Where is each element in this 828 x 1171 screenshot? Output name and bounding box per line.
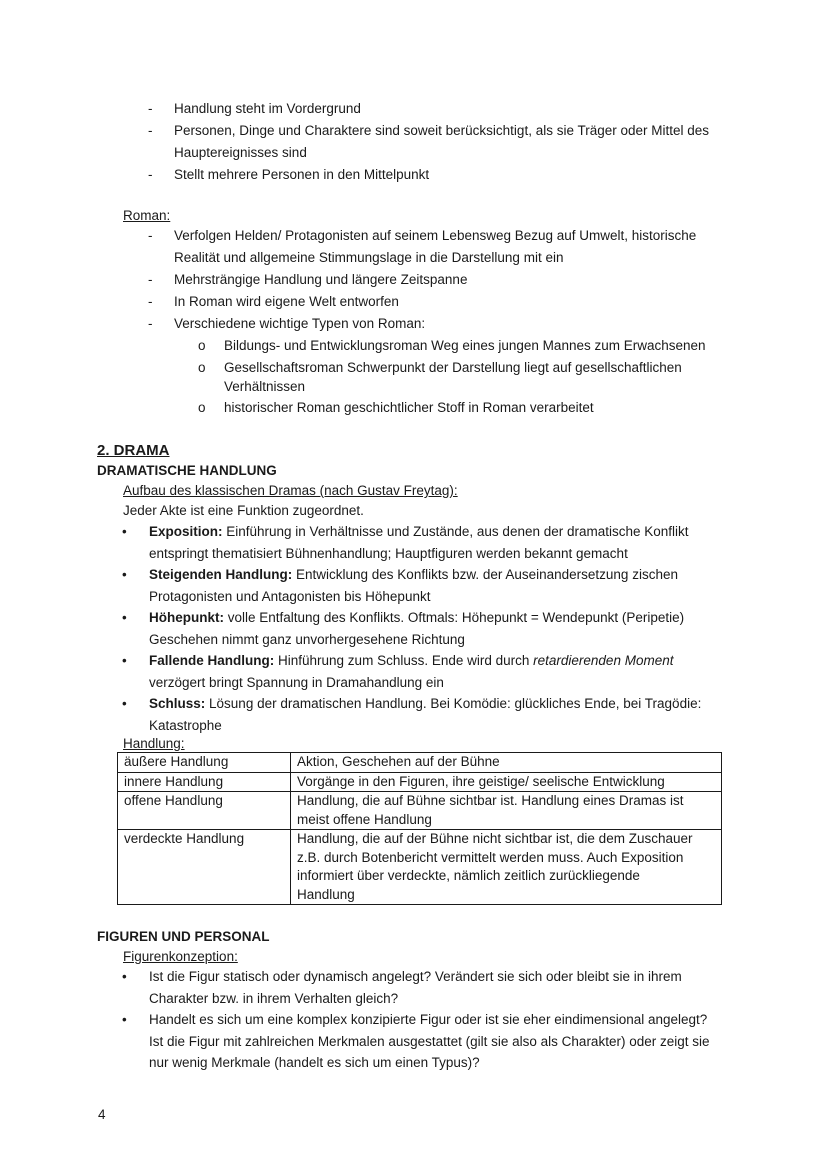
figuren-heading: Figurenkonzeption:	[123, 949, 238, 964]
table-row	[118, 830, 722, 905]
table-cell-desc: Aktion, Geschehen auf der Bühne	[291, 753, 722, 773]
roman-heading: Roman:	[123, 208, 171, 223]
dash-marker: -	[148, 294, 153, 309]
handlung-table	[117, 752, 722, 905]
table-cell-term: offene Handlung	[118, 792, 291, 830]
circle-marker: o	[198, 400, 206, 415]
circle-marker: o	[198, 338, 206, 353]
circle-marker: o	[198, 360, 206, 375]
dash-marker: -	[148, 167, 153, 182]
dash-marker: -	[148, 123, 153, 138]
dash-marker: -	[148, 228, 153, 243]
table-row	[118, 792, 722, 830]
bullet-marker: •	[122, 1012, 127, 1027]
section-heading-figuren: FIGUREN UND PERSONAL	[97, 929, 270, 944]
handlung-heading: Handlung:	[123, 736, 185, 751]
drama-title: 2. DRAMA	[97, 442, 170, 459]
dash-marker: -	[148, 316, 153, 331]
document-page: - Handlung steht im Vordergrund - Personen, Dinge und Charaktere sind soweit berücksichtigt, als sie Träger oder Mittel des Hauptereignisses sind - Stellt mehrere Personen in den Mittelpunkt Roman: - Verfolgen Helden/ Protagonisten auf seinem Lebensweg Bezug auf Umwelt, historische Realität und allgemeine Stimmungslage in die Darstellung mit ein - Mehrsträngige Handlung und längere Zeitspanne - In Roman wird eigene Welt entworfen - Verschiedene wichtige Typen von Roman: o Bildungs- und Entwicklungsroman Weg eines jungen Mannes zum Erwachsenen o Gesellschaftsroman Schwerpunkt der Darstellung liegt auf gesellschaftlichen Verhältnissen o historischer Roman geschichtlicher Stoff in Roman verarbeitet 2. DRAMA DRAMATISCHE HANDLUNG Aufbau des klassischen Dramas (nach Gustav Freytag): Jeder Akte ist eine Funktion zugeordnet. • Exposition: Einführung in Verhältnisse und Zustände, aus denen der dramatische Konflikt entspringt thematisiert Bühnenhandlung; Hauptfiguren werden bekannt gemacht • Steigenden Handlung: Entwicklung des Konflikts bzw. der Auseinandersetzung zischen Protagonisten und Antagonisten bis Höhepunkt • Höhepunkt: volle Entfaltung des Konflikts. Oftmals: Höhepunkt = Wendepunkt (Peripetie) Geschehen nimmt ganz unvorhergesehene Richtung • Fallende Handlung: Hinführung zum Schluss. Ende wird durch retardierenden Moment verzögert bringt Spannung in Dramahandlung ein • Schluss: Lösung der dramatischen Handlung. Bei Komödie: glückliches Ende, bei Tragödie: Katastrophe Handlung: äußere Handlung Aktion, Geschehen auf der Bühne innere Handlung Vorgänge in den Figuren, ihre geistige/ seelische Entwicklung offene Handlung Handlung, die auf Bühne sichtbar ist. Handlung eines Dramas ist meist offene Handlung verdeckte Handlung Handlung, die auf der Bühne nicht sichtbar ist, die dem Zuschauer z.B. durch Botenbericht vermittelt werden muss. Auch Exposition informiert über verdeckte, nämlich zeitlich zurückliegende Handlung FIGUREN UND PERSONAL Figurenkonzeption: • Ist die Figur statisch oder dynamisch angelegt? Verändert sie sich oder bleibt sie in ihrem Charakter bzw. in ihrem Verhalten gleich? • Handelt es sich um eine komplex konzipierte Figur oder ist sie eher eindimensional angelegt? Ist die Figur mit zahlreichen Merkmalen ausgestattet (gilt sie also als Charakter) oder zeigt sie nur wenig Merkmale (handelt es sich um einen Typus)? 4	[0, 0, 828, 1171]
dash-marker: -	[148, 101, 153, 116]
aufbau-heading: Aufbau des klassischen Dramas (nach Gustav Freytag):	[123, 483, 458, 498]
table-row	[118, 772, 722, 792]
page-number: 4	[98, 1107, 106, 1122]
akte-text: Jeder Akte ist eine Funktion zugeordnet.	[123, 503, 364, 518]
bullet-marker: •	[122, 567, 127, 582]
table-cell-desc: Handlung, die auf Bühne sichtbar ist. Handlung eines Dramas ist meist offene Handlung	[291, 792, 722, 830]
bullet-marker: •	[122, 696, 127, 711]
bullet-marker: •	[122, 653, 127, 668]
table-cell-desc: Vorgänge in den Figuren, ihre geistige/ seelische Entwicklung	[291, 772, 722, 792]
bullet-marker: •	[122, 524, 127, 539]
section-heading-dramatische-handlung: DRAMATISCHE HANDLUNG	[97, 463, 277, 478]
dash-marker: -	[148, 272, 153, 287]
table-cell-desc: Handlung, die auf der Bühne nicht sichtbar ist, die dem Zuschauer z.B. durch Botenbericht vermittelt werden muss. Auch Exposition informiert über verdeckte, nämlich zeitlich zurückliegende Handlung	[291, 830, 722, 905]
bullet-marker: •	[122, 610, 127, 625]
table-cell-term: verdeckte Handlung	[118, 830, 291, 905]
table-cell-term: äußere Handlung	[118, 753, 291, 773]
bullet-marker: •	[122, 969, 127, 984]
table-cell-term: innere Handlung	[118, 772, 291, 792]
table-row	[118, 753, 722, 773]
